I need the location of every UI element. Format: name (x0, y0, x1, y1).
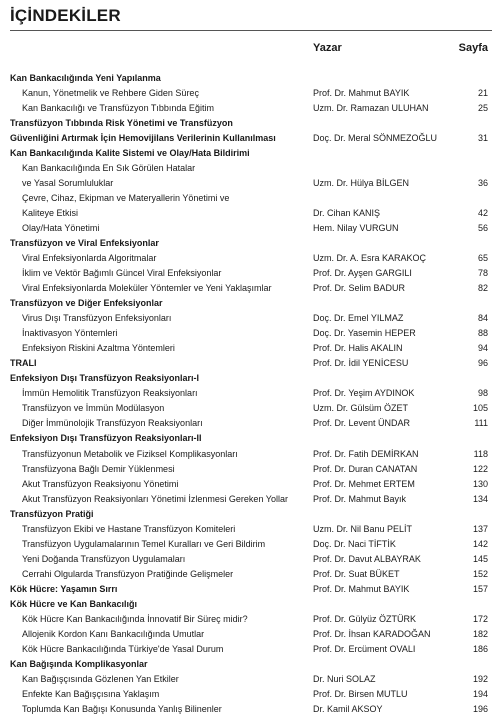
entry-page-number: 182 (472, 628, 488, 639)
entry-page-number: 118 (473, 448, 488, 459)
entry-title: ve Yasal Sorumluluklar (22, 178, 114, 189)
entry-title: Toplumda Kan Bağışı Konusunda Yanlış Bilinenler (22, 703, 222, 714)
entry-author: Prof. Dr. Mahmut BAYIK (313, 88, 410, 99)
entry-author: Prof. Dr. Davut ALBAYRAK (313, 553, 421, 564)
entry-author: Uzm. Dr. Nil Banu PELİT (313, 523, 413, 534)
toc-entry (0, 642, 500, 657)
entry-title: Yeni Doğanda Transfüzyon Uygulamaları (22, 553, 186, 564)
entry-page-number: 36 (477, 178, 488, 189)
entry-page-number: 21 (477, 88, 488, 99)
toc-entry (0, 341, 500, 356)
toc-entry (0, 101, 500, 116)
entry-author: Uzm. Dr. Ramazan ULUHAN (313, 103, 429, 114)
entry-title: Enfekte Kan Bağışçısına Yaklaşım (22, 688, 160, 699)
page-column-header: Sayfa (458, 42, 488, 54)
entry-author: Prof. Dr. Yeşim AYDINOK (313, 388, 415, 399)
entry-page-number: 194 (472, 688, 488, 699)
entry-page-number: 130 (472, 478, 488, 489)
entry-page-number: 84 (477, 313, 488, 324)
entry-page-number: 82 (477, 283, 488, 294)
toc-section-heading (0, 371, 500, 386)
entry-page-number: 134 (472, 493, 488, 504)
entry-author: Prof. Dr. Levent ÜNDAR (313, 418, 411, 429)
toc-section-heading (0, 236, 500, 251)
entry-title: Transfüzyona Bağlı Demir Yüklenmesi (22, 463, 175, 474)
entry-title: Güvenliğini Artırmak İçin Hemovijilans Verilerinin Kullanılması (10, 133, 276, 144)
entry-author: Uzm. Dr. A. Esra KARAKOÇ (313, 253, 427, 264)
entry-author: Uzm. Dr. Hülya BİLGEN (313, 178, 410, 189)
entry-page-number: 192 (472, 673, 488, 684)
entry-title: İmmün Hemolitik Transfüzyon Reaksiyonları (22, 388, 198, 399)
entry-author: Prof. Dr. Mahmut Bayık (313, 493, 407, 504)
toc-entry (0, 702, 500, 717)
toc-entry (0, 567, 500, 582)
toc-entry (0, 191, 500, 206)
entry-author: Prof. Dr. Fatih DEMİRKAN (313, 448, 419, 459)
entry-author: Prof. Dr. İhsan KARADOĞAN (313, 628, 431, 639)
toc-section-heading (0, 356, 500, 371)
entry-title: Transfüzyon Ekibi ve Hastane Transfüzyon Komiteleri (22, 523, 236, 534)
entry-author: Prof. Dr. Halis AKALIN (313, 343, 403, 354)
entry-title: Olay/Hata Yönetimi (22, 223, 100, 234)
entry-page-number: 96 (477, 358, 488, 369)
entry-title: Kök Hücre Kan Bankacılığında İnnovatif Bir Süreç midir? (22, 613, 248, 624)
toc-entry (0, 522, 500, 537)
entry-title: TRALI (10, 358, 37, 369)
entry-page-number: 111 (474, 418, 488, 429)
title-divider (10, 30, 492, 31)
toc-entry (0, 492, 500, 507)
toc-entry (0, 176, 500, 191)
entry-page-number: 172 (472, 613, 488, 624)
entry-author: Prof. Dr. Birsen MUTLU (313, 688, 408, 699)
entry-author: Prof. Dr. Mahmut BAYIK (313, 583, 410, 594)
entry-title: Kan Bankacılığında Kalite Sistemi ve Olay/Hata Bildirimi (10, 148, 250, 159)
toc-section-heading (0, 431, 500, 446)
entry-title: Kök Hücre Bankacılığında Türkiye'de Yasal Durum (22, 643, 224, 654)
entry-author: Prof. Dr. Selim BADUR (313, 283, 406, 294)
entry-title: Transfüzyon Tıbbında Risk Yönetimi ve Transfüzyon (10, 118, 233, 129)
toc-entry (0, 386, 500, 401)
toc-entry (0, 537, 500, 552)
toc-entry (0, 86, 500, 101)
toc-entry (0, 206, 500, 221)
entry-author: Doç. Dr. Yasemin HEPER (313, 328, 416, 339)
entry-title: Transfüzyonun Metabolik ve Fiziksel Komplikasyonları (22, 448, 238, 459)
entry-page-number: 31 (477, 133, 488, 144)
entry-page-number: 98 (477, 388, 488, 399)
entry-title: Kan Bankacılığında Yeni Yapılanma (10, 73, 161, 83)
toc-entry (0, 311, 500, 326)
toc-entry (0, 627, 500, 642)
entry-title: Çevre, Cihaz, Ekipman ve Materyallerin Yönetimi ve (22, 193, 230, 204)
entry-page-number: 88 (477, 328, 488, 339)
entry-title: Akut Transfüzyon Reaksiyonu Yönetimi (22, 478, 179, 489)
entry-author: Doç. Dr. Emel YILMAZ (313, 313, 404, 324)
toc-entry (0, 447, 500, 462)
entry-title: Cerrahi Olgularda Transfüzyon Pratiğinde Gelişmeler (22, 568, 234, 579)
entry-title: İnaktivasyon Yöntemleri (22, 328, 118, 339)
entry-title: Kaliteye Etkisi (22, 208, 79, 219)
entry-page-number: 122 (472, 463, 488, 474)
entry-page-number: 105 (472, 403, 488, 414)
toc-entry (0, 251, 500, 266)
entry-title: Transfüzyon Uygulamalarının Temel Kuralları ve Geri Bildirim (22, 538, 266, 549)
entry-title: Transfüzyon Pratiği (10, 508, 94, 519)
entry-page-number: 25 (477, 103, 488, 114)
toc-section-heading (0, 597, 500, 612)
entry-author: Dr. Cihan KANIŞ (313, 208, 381, 219)
entry-title: Enfeksiyon Dışı Transfüzyon Reaksiyonları-II (10, 433, 202, 444)
toc-section-heading (0, 657, 500, 672)
entry-author: Prof. Dr. Ayşen GARGILI (313, 268, 412, 279)
entry-author: Prof. Dr. Suat BÜKET (313, 568, 400, 579)
toc-entry (0, 672, 500, 687)
entry-title: Allojenik Kordon Kanı Bankacılığında Umutlar (22, 628, 205, 639)
entry-page-number: 145 (472, 553, 488, 564)
entry-title: Transfüzyon ve İmmün Modülasyon (22, 403, 165, 414)
entry-title: Kök Hücre: Yaşamın Sırrı (10, 583, 118, 594)
toc-entry (0, 221, 500, 236)
entry-title: Akut Transfüzyon Reaksiyonları Yönetimi İzlenmesi Gereken Yollar (22, 493, 288, 504)
entry-author: Prof. Dr. İdil YENİCESU (313, 358, 409, 369)
entry-page-number: 152 (472, 568, 488, 579)
entry-page-number: 196 (472, 703, 488, 714)
toc-section-heading (0, 131, 500, 146)
toc-entry (0, 281, 500, 296)
toc-entry (0, 612, 500, 627)
entry-title: Kan Bankacılığında En Sık Görülen Hatalar (22, 163, 196, 174)
entry-page-number: 186 (472, 643, 488, 654)
entry-author: Dr. Nuri SOLAZ (313, 673, 376, 684)
entry-author: Dr. Kamil AKSOY (313, 703, 383, 714)
entry-page-number: 142 (472, 538, 488, 549)
entry-page-number: 157 (472, 583, 488, 594)
entry-title: Transfüzyon ve Viral Enfeksiyonlar (10, 238, 159, 249)
entry-title: İklim ve Vektör Bağımlı Güncel Viral Enfeksiyonlar (22, 268, 222, 279)
entry-author: Prof. Dr. Duran CANATAN (313, 463, 418, 474)
toc-entry (0, 326, 500, 341)
entry-title: Kan Bağışında Komplikasyonlar (10, 658, 148, 669)
toc-entry (0, 552, 500, 567)
entry-title: Viral Enfeksiyonlarda Moleküler Yöntemler ve Yeni Yaklaşımlar (22, 283, 272, 294)
entry-title: Enfeksiyon Dışı Transfüzyon Reaksiyonları-I (10, 373, 200, 384)
toc-section-heading (0, 582, 500, 597)
toc-entry (0, 401, 500, 416)
toc-section-heading (0, 116, 500, 131)
toc-section-heading (0, 507, 500, 522)
entry-author: Doç. Dr. Meral SÖNMEZOĞLU (313, 133, 438, 144)
entry-author: Prof. Dr. Gülyüz ÖZTÜRK (313, 613, 417, 624)
entry-title: Viral Enfeksiyonlarda Algoritmalar (22, 253, 157, 264)
entry-page-number: 65 (477, 253, 488, 264)
entry-title: Kan Bankacılığı ve Transfüzyon Tıbbında Eğitim (22, 103, 214, 114)
entry-page-number: 137 (472, 523, 488, 534)
toc-entry (0, 462, 500, 477)
entry-author: Hem. Nilay VURGUN (313, 223, 399, 234)
entry-author: Prof. Dr. Mehmet ERTEM (313, 478, 415, 489)
toc-section-heading (0, 296, 500, 311)
entry-title: Transfüzyon ve Diğer Enfeksiyonlar (10, 298, 163, 309)
entry-title: Enfeksiyon Riskini Azaltma Yöntemleri (22, 343, 175, 354)
entry-author: Prof. Dr. Ercüment OVALI (313, 643, 416, 654)
entry-page-number: 42 (477, 208, 488, 219)
entry-title: Kök Hücre ve Kan Bankacılığı (10, 598, 138, 609)
toc-entry (0, 161, 500, 176)
entry-title: Kan Bağışçısında Gözlenen Yan Etkiler (22, 673, 179, 684)
entry-author: Uzm. Dr. Gülsüm ÖZET (313, 403, 409, 414)
entry-page-number: 94 (477, 343, 488, 354)
toc-entry (0, 687, 500, 702)
entry-title: Kanun, Yönetmelik ve Rehbere Giden Süreç (22, 88, 199, 99)
toc-entry (0, 416, 500, 431)
entry-author: Doç. Dr. Naci TİFTİK (313, 538, 396, 549)
author-column-header: Yazar (313, 42, 342, 54)
toc-entry (0, 477, 500, 492)
toc-section-heading (0, 146, 500, 161)
entry-title: Virus Dışı Transfüzyon Enfeksiyonları (22, 313, 172, 324)
toc-section-heading (0, 71, 500, 86)
page-title: İÇİNDEKİLER (10, 6, 121, 25)
entry-page-number: 56 (477, 223, 488, 234)
toc-entry (0, 266, 500, 281)
entry-page-number: 78 (477, 268, 488, 279)
entry-title: Diğer İmmünolojik Transfüzyon Reaksiyonları (22, 418, 203, 429)
